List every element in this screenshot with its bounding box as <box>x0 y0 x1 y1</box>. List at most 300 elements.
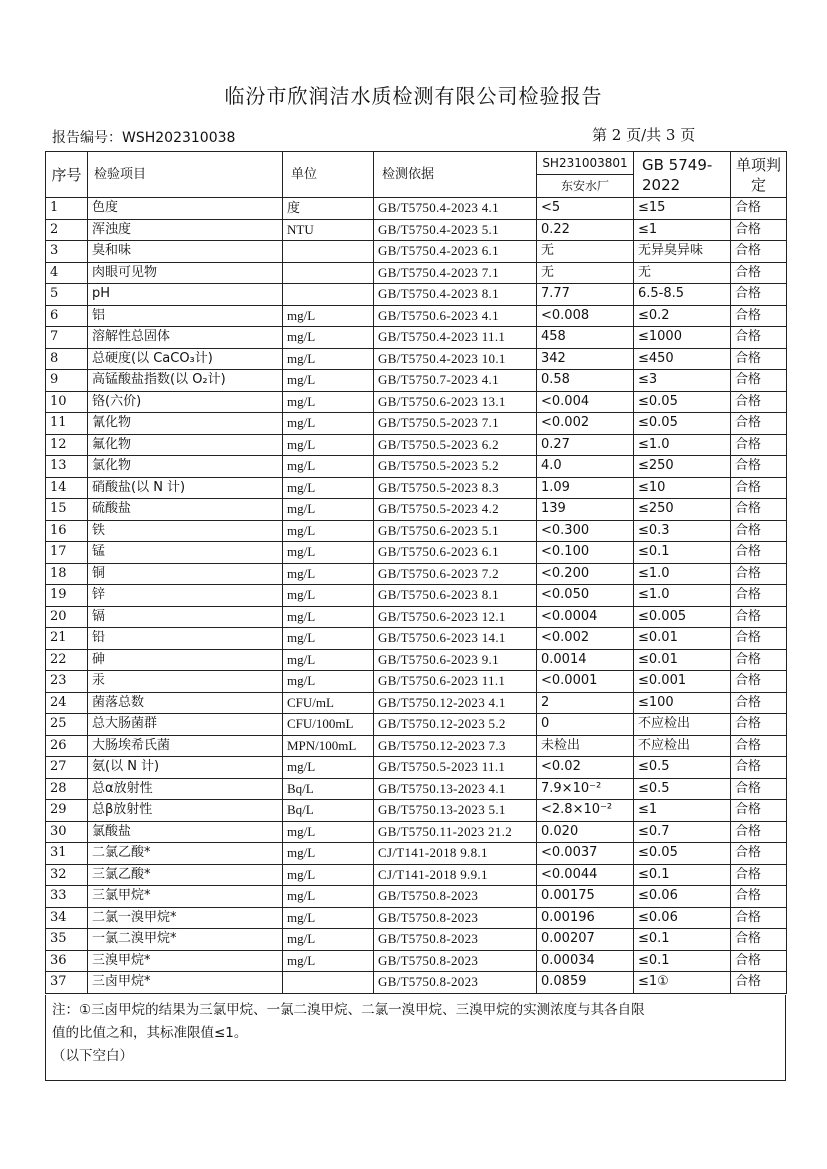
result: 342 <box>537 348 634 370</box>
header-sample-name: 东安水厂 <box>537 175 634 198</box>
method: GB/T5750.6-2023 13.1 <box>374 391 537 413</box>
limit: ≤3 <box>634 370 731 392</box>
header-item: 检验项目 <box>88 152 283 198</box>
table-row <box>46 305 787 327</box>
item-name: 三氯乙酸* <box>88 864 283 886</box>
result: 7.9×10⁻² <box>537 778 634 800</box>
method: GB/T5750.4-2023 4.1 <box>374 198 537 220</box>
report-number: 报告编号：WSH202310038 <box>52 130 236 146</box>
judgement: 合格 <box>731 886 787 908</box>
judgement: 合格 <box>731 757 787 779</box>
row-number: 14 <box>46 477 88 499</box>
table-row <box>46 327 787 349</box>
judgement: 合格 <box>731 198 787 220</box>
unit <box>283 262 374 284</box>
limit: ≤0.05 <box>634 413 731 435</box>
result: <5 <box>537 198 634 220</box>
judgement: 合格 <box>731 671 787 693</box>
table-row <box>46 413 787 435</box>
item-name: 锰 <box>88 542 283 564</box>
result: 未检出 <box>537 735 634 757</box>
method: GB/T5750.6-2023 14.1 <box>374 628 537 650</box>
method: GB/T5750.5-2023 4.2 <box>374 499 537 521</box>
result: <2.8×10⁻² <box>537 800 634 822</box>
judgement: 合格 <box>731 241 787 263</box>
row-number: 6 <box>46 305 88 327</box>
table-row <box>46 800 787 822</box>
table-row <box>46 542 787 564</box>
header-standard: GB 5749-2022 <box>634 152 731 198</box>
result: <0.0037 <box>537 843 634 865</box>
judgement: 合格 <box>731 585 787 607</box>
row-number: 21 <box>46 628 88 650</box>
item-name: 三卤甲烷* <box>88 972 283 994</box>
limit: ≤0.5 <box>634 778 731 800</box>
row-number: 28 <box>46 778 88 800</box>
header-sample-id: SH231003801 <box>537 152 634 175</box>
unit: NTU <box>283 219 374 241</box>
limit: ≤0.01 <box>634 649 731 671</box>
method: GB/T5750.13-2023 5.1 <box>374 800 537 822</box>
unit: 度 <box>283 198 374 220</box>
method: GB/T5750.8-2023 <box>374 929 537 951</box>
result: <0.002 <box>537 413 634 435</box>
unit: mg/L <box>283 327 374 349</box>
result: 无 <box>537 241 634 263</box>
row-number: 34 <box>46 907 88 929</box>
row-number: 36 <box>46 950 88 972</box>
row-number: 22 <box>46 649 88 671</box>
row-number: 27 <box>46 757 88 779</box>
header-judge: 单项判定 <box>731 152 787 198</box>
row-number: 2 <box>46 219 88 241</box>
header-seq: 序号 <box>46 152 88 198</box>
judgement: 合格 <box>731 735 787 757</box>
result: 0.27 <box>537 434 634 456</box>
unit: CFU/100mL <box>283 714 374 736</box>
table-row <box>46 778 787 800</box>
judgement: 合格 <box>731 778 787 800</box>
judgement: 合格 <box>731 262 787 284</box>
method: GB/T5750.6-2023 9.1 <box>374 649 537 671</box>
method: CJ/T141-2018 9.8.1 <box>374 843 537 865</box>
row-number: 37 <box>46 972 88 994</box>
header-unit: 单位 <box>283 152 374 198</box>
unit: mg/L <box>283 671 374 693</box>
unit: mg/L <box>283 628 374 650</box>
table-row <box>46 499 787 521</box>
item-name: 氟化物 <box>88 434 283 456</box>
judgement: 合格 <box>731 542 787 564</box>
judgement: 合格 <box>731 499 787 521</box>
table-row <box>46 585 787 607</box>
table-row <box>46 972 787 994</box>
judgement: 合格 <box>731 520 787 542</box>
result: <0.050 <box>537 585 634 607</box>
row-number: 29 <box>46 800 88 822</box>
judgement: 合格 <box>731 800 787 822</box>
unit: mg/L <box>283 821 374 843</box>
result: <0.0044 <box>537 864 634 886</box>
row-number: 7 <box>46 327 88 349</box>
item-name: 臭和味 <box>88 241 283 263</box>
unit: mg/L <box>283 950 374 972</box>
limit: ≤0.7 <box>634 821 731 843</box>
limit: ≤0.05 <box>634 391 731 413</box>
table-row <box>46 692 787 714</box>
row-number: 23 <box>46 671 88 693</box>
table-row <box>46 434 787 456</box>
result: <0.300 <box>537 520 634 542</box>
method: GB/T5750.8-2023 <box>374 950 537 972</box>
row-number: 35 <box>46 929 88 951</box>
method: GB/T5750.12-2023 5.2 <box>374 714 537 736</box>
method: GB/T5750.6-2023 11.1 <box>374 671 537 693</box>
table-row <box>46 284 787 306</box>
page-number: 第 2 页/共 3 页 <box>592 126 696 144</box>
method: GB/T5750.5-2023 6.2 <box>374 434 537 456</box>
unit: mg/L <box>283 348 374 370</box>
row-number: 31 <box>46 843 88 865</box>
table-row <box>46 563 787 585</box>
item-name: 三氯甲烷* <box>88 886 283 908</box>
method: GB/T5750.13-2023 4.1 <box>374 778 537 800</box>
row-number: 15 <box>46 499 88 521</box>
limit: 6.5-8.5 <box>634 284 731 306</box>
limit: ≤1.0 <box>634 585 731 607</box>
item-name: 菌落总数 <box>88 692 283 714</box>
item-name: 砷 <box>88 649 283 671</box>
judgement: 合格 <box>731 327 787 349</box>
method: GB/T5750.8-2023 <box>374 886 537 908</box>
limit: ≤0.06 <box>634 886 731 908</box>
judgement: 合格 <box>731 843 787 865</box>
judgement: 合格 <box>731 907 787 929</box>
item-name: 总硬度(以 CaCO₃计) <box>88 348 283 370</box>
method: GB/T5750.4-2023 11.1 <box>374 327 537 349</box>
result: 139 <box>537 499 634 521</box>
unit: CFU/mL <box>283 692 374 714</box>
unit: mg/L <box>283 907 374 929</box>
header-method: 检测依据 <box>374 152 537 198</box>
judgement: 合格 <box>731 391 787 413</box>
method: GB/T5750.5-2023 5.2 <box>374 456 537 478</box>
result: 0.00207 <box>537 929 634 951</box>
judgement: 合格 <box>731 821 787 843</box>
row-number: 26 <box>46 735 88 757</box>
judgement: 合格 <box>731 413 787 435</box>
judgement: 合格 <box>731 864 787 886</box>
table-row <box>46 606 787 628</box>
unit <box>283 284 374 306</box>
limit: ≤0.1 <box>634 542 731 564</box>
item-name: 溶解性总固体 <box>88 327 283 349</box>
unit: mg/L <box>283 391 374 413</box>
table-row <box>46 735 787 757</box>
method: GB/T5750.8-2023 <box>374 972 537 994</box>
result: <0.02 <box>537 757 634 779</box>
result: 0.0859 <box>537 972 634 994</box>
item-name: 铜 <box>88 563 283 585</box>
limit: ≤0.5 <box>634 757 731 779</box>
row-number: 1 <box>46 198 88 220</box>
judgement: 合格 <box>731 628 787 650</box>
unit: mg/L <box>283 413 374 435</box>
limit: ≤10 <box>634 477 731 499</box>
row-number: 19 <box>46 585 88 607</box>
row-number: 30 <box>46 821 88 843</box>
row-number: 32 <box>46 864 88 886</box>
judgement: 合格 <box>731 950 787 972</box>
table-row <box>46 477 787 499</box>
table-row <box>46 241 787 263</box>
row-number: 13 <box>46 456 88 478</box>
unit: mg/L <box>283 499 374 521</box>
limit: ≤0.1 <box>634 929 731 951</box>
row-number: 18 <box>46 563 88 585</box>
limit: ≤100 <box>634 692 731 714</box>
judgement: 合格 <box>731 456 787 478</box>
limit: ≤1 <box>634 219 731 241</box>
result: 4.0 <box>537 456 634 478</box>
unit: Bq/L <box>283 800 374 822</box>
result: 0.22 <box>537 219 634 241</box>
result: 1.09 <box>537 477 634 499</box>
item-name: 总α放射性 <box>88 778 283 800</box>
unit: MPN/100mL <box>283 735 374 757</box>
method: GB/T5750.7-2023 4.1 <box>374 370 537 392</box>
unit: mg/L <box>283 456 374 478</box>
row-number: 17 <box>46 542 88 564</box>
result: 458 <box>537 327 634 349</box>
table-row <box>46 370 787 392</box>
item-name: pH <box>88 284 283 306</box>
table-row <box>46 649 787 671</box>
item-name: 总β放射性 <box>88 800 283 822</box>
limit: ≤250 <box>634 499 731 521</box>
judgement: 合格 <box>731 714 787 736</box>
result: 7.77 <box>537 284 634 306</box>
judgement: 合格 <box>731 219 787 241</box>
table-row <box>46 520 787 542</box>
unit: mg/L <box>283 305 374 327</box>
item-name: 镉 <box>88 606 283 628</box>
table-row <box>46 821 787 843</box>
table-row <box>46 219 787 241</box>
judgement: 合格 <box>731 434 787 456</box>
result: 0 <box>537 714 634 736</box>
limit: 无 <box>634 262 731 284</box>
unit: mg/L <box>283 434 374 456</box>
table-row <box>46 757 787 779</box>
row-number: 16 <box>46 520 88 542</box>
limit: ≤0.3 <box>634 520 731 542</box>
item-name: 铝 <box>88 305 283 327</box>
unit <box>283 972 374 994</box>
limit: 不应检出 <box>634 714 731 736</box>
judgement: 合格 <box>731 692 787 714</box>
limit: ≤0.1 <box>634 950 731 972</box>
limit: ≤250 <box>634 456 731 478</box>
result: 0.00175 <box>537 886 634 908</box>
item-name: 一氯二溴甲烷* <box>88 929 283 951</box>
row-number: 8 <box>46 348 88 370</box>
unit: mg/L <box>283 542 374 564</box>
judgement: 合格 <box>731 284 787 306</box>
row-number: 12 <box>46 434 88 456</box>
limit: 不应检出 <box>634 735 731 757</box>
method: GB/T5750.4-2023 8.1 <box>374 284 537 306</box>
method: GB/T5750.6-2023 8.1 <box>374 585 537 607</box>
result: 0.00034 <box>537 950 634 972</box>
row-number: 9 <box>46 370 88 392</box>
result: 0.0014 <box>537 649 634 671</box>
table-row <box>46 929 787 951</box>
method: GB/T5750.6-2023 5.1 <box>374 520 537 542</box>
limit: ≤0.06 <box>634 907 731 929</box>
item-name: 色度 <box>88 198 283 220</box>
row-number: 24 <box>46 692 88 714</box>
note-line-3: （以下空白） <box>52 1048 133 1064</box>
limit: ≤450 <box>634 348 731 370</box>
table-row <box>46 864 787 886</box>
item-name: 氯酸盐 <box>88 821 283 843</box>
limit: ≤0.1 <box>634 864 731 886</box>
table-row <box>46 348 787 370</box>
unit: mg/L <box>283 585 374 607</box>
unit: mg/L <box>283 757 374 779</box>
results-body <box>46 198 787 994</box>
table-row <box>46 391 787 413</box>
limit: ≤0.005 <box>634 606 731 628</box>
note-line-1: 注：①三卤甲烷的结果为三氯甲烷、一氯二溴甲烷、二氯一溴甲烷、三溴甲烷的实测浓度与其各自限 <box>52 1002 645 1018</box>
item-name: 氰化物 <box>88 413 283 435</box>
row-number: 3 <box>46 241 88 263</box>
judgement: 合格 <box>731 563 787 585</box>
method: GB/T5750.6-2023 4.1 <box>374 305 537 327</box>
item-name: 铬(六价) <box>88 391 283 413</box>
item-name: 浑浊度 <box>88 219 283 241</box>
table-row <box>46 886 787 908</box>
row-number: 20 <box>46 606 88 628</box>
table-row <box>46 843 787 865</box>
result: 0.58 <box>537 370 634 392</box>
unit: mg/L <box>283 477 374 499</box>
result: <0.0004 <box>537 606 634 628</box>
unit: mg/L <box>283 886 374 908</box>
item-name: 硫酸盐 <box>88 499 283 521</box>
limit: ≤0.05 <box>634 843 731 865</box>
row-number: 11 <box>46 413 88 435</box>
note-line-2: 值的比值之和，其标准限值≤1。 <box>52 1025 248 1041</box>
table-row <box>46 907 787 929</box>
unit: mg/L <box>283 864 374 886</box>
result: <0.002 <box>537 628 634 650</box>
result: 2 <box>537 692 634 714</box>
row-number: 25 <box>46 714 88 736</box>
table-row <box>46 198 787 220</box>
item-name: 铅 <box>88 628 283 650</box>
unit: mg/L <box>283 370 374 392</box>
report-title: 临汾市欣润洁水质检测有限公司检验报告 <box>224 84 603 108</box>
limit: ≤1① <box>634 972 731 994</box>
item-name: 三溴甲烷* <box>88 950 283 972</box>
method: GB/T5750.8-2023 <box>374 907 537 929</box>
result: <0.200 <box>537 563 634 585</box>
limit: ≤0.01 <box>634 628 731 650</box>
method: GB/T5750.6-2023 6.1 <box>374 542 537 564</box>
method: GB/T5750.4-2023 5.1 <box>374 219 537 241</box>
item-name: 锌 <box>88 585 283 607</box>
item-name: 总大肠菌群 <box>88 714 283 736</box>
judgement: 合格 <box>731 929 787 951</box>
method: GB/T5750.5-2023 11.1 <box>374 757 537 779</box>
limit: ≤1.0 <box>634 563 731 585</box>
method: GB/T5750.11-2023 21.2 <box>374 821 537 843</box>
method: GB/T5750.4-2023 6.1 <box>374 241 537 263</box>
judgement: 合格 <box>731 606 787 628</box>
method: GB/T5750.5-2023 8.3 <box>374 477 537 499</box>
unit: mg/L <box>283 929 374 951</box>
item-name: 铁 <box>88 520 283 542</box>
row-number: 5 <box>46 284 88 306</box>
judgement: 合格 <box>731 370 787 392</box>
method: GB/T5750.5-2023 7.1 <box>374 413 537 435</box>
limit: ≤1.0 <box>634 434 731 456</box>
method: GB/T5750.6-2023 12.1 <box>374 606 537 628</box>
judgement: 合格 <box>731 477 787 499</box>
unit: mg/L <box>283 843 374 865</box>
table-row <box>46 714 787 736</box>
method: GB/T5750.4-2023 7.1 <box>374 262 537 284</box>
unit: mg/L <box>283 606 374 628</box>
unit: mg/L <box>283 649 374 671</box>
limit: 无异臭异味 <box>634 241 731 263</box>
unit <box>283 241 374 263</box>
result: 0.020 <box>537 821 634 843</box>
result: 0.00196 <box>537 907 634 929</box>
result: <0.100 <box>537 542 634 564</box>
method: GB/T5750.12-2023 4.1 <box>374 692 537 714</box>
judgement: 合格 <box>731 348 787 370</box>
unit: mg/L <box>283 563 374 585</box>
item-name: 硝酸盐(以 N 计) <box>88 477 283 499</box>
row-number: 33 <box>46 886 88 908</box>
judgement: 合格 <box>731 305 787 327</box>
item-name: 汞 <box>88 671 283 693</box>
row-number: 4 <box>46 262 88 284</box>
limit: ≤1 <box>634 800 731 822</box>
method: GB/T5750.6-2023 7.2 <box>374 563 537 585</box>
judgement: 合格 <box>731 649 787 671</box>
table-row <box>46 671 787 693</box>
item-name: 高锰酸盐指数(以 O₂计) <box>88 370 283 392</box>
method: CJ/T141-2018 9.9.1 <box>374 864 537 886</box>
item-name: 氯化物 <box>88 456 283 478</box>
limit: ≤1000 <box>634 327 731 349</box>
result: 无 <box>537 262 634 284</box>
table-row <box>46 456 787 478</box>
row-number: 10 <box>46 391 88 413</box>
item-name: 二氯一溴甲烷* <box>88 907 283 929</box>
judgement: 合格 <box>731 972 787 994</box>
result: <0.004 <box>537 391 634 413</box>
method: GB/T5750.12-2023 7.3 <box>374 735 537 757</box>
unit: mg/L <box>283 520 374 542</box>
unit: Bq/L <box>283 778 374 800</box>
result: <0.0001 <box>537 671 634 693</box>
results-table <box>45 151 787 994</box>
